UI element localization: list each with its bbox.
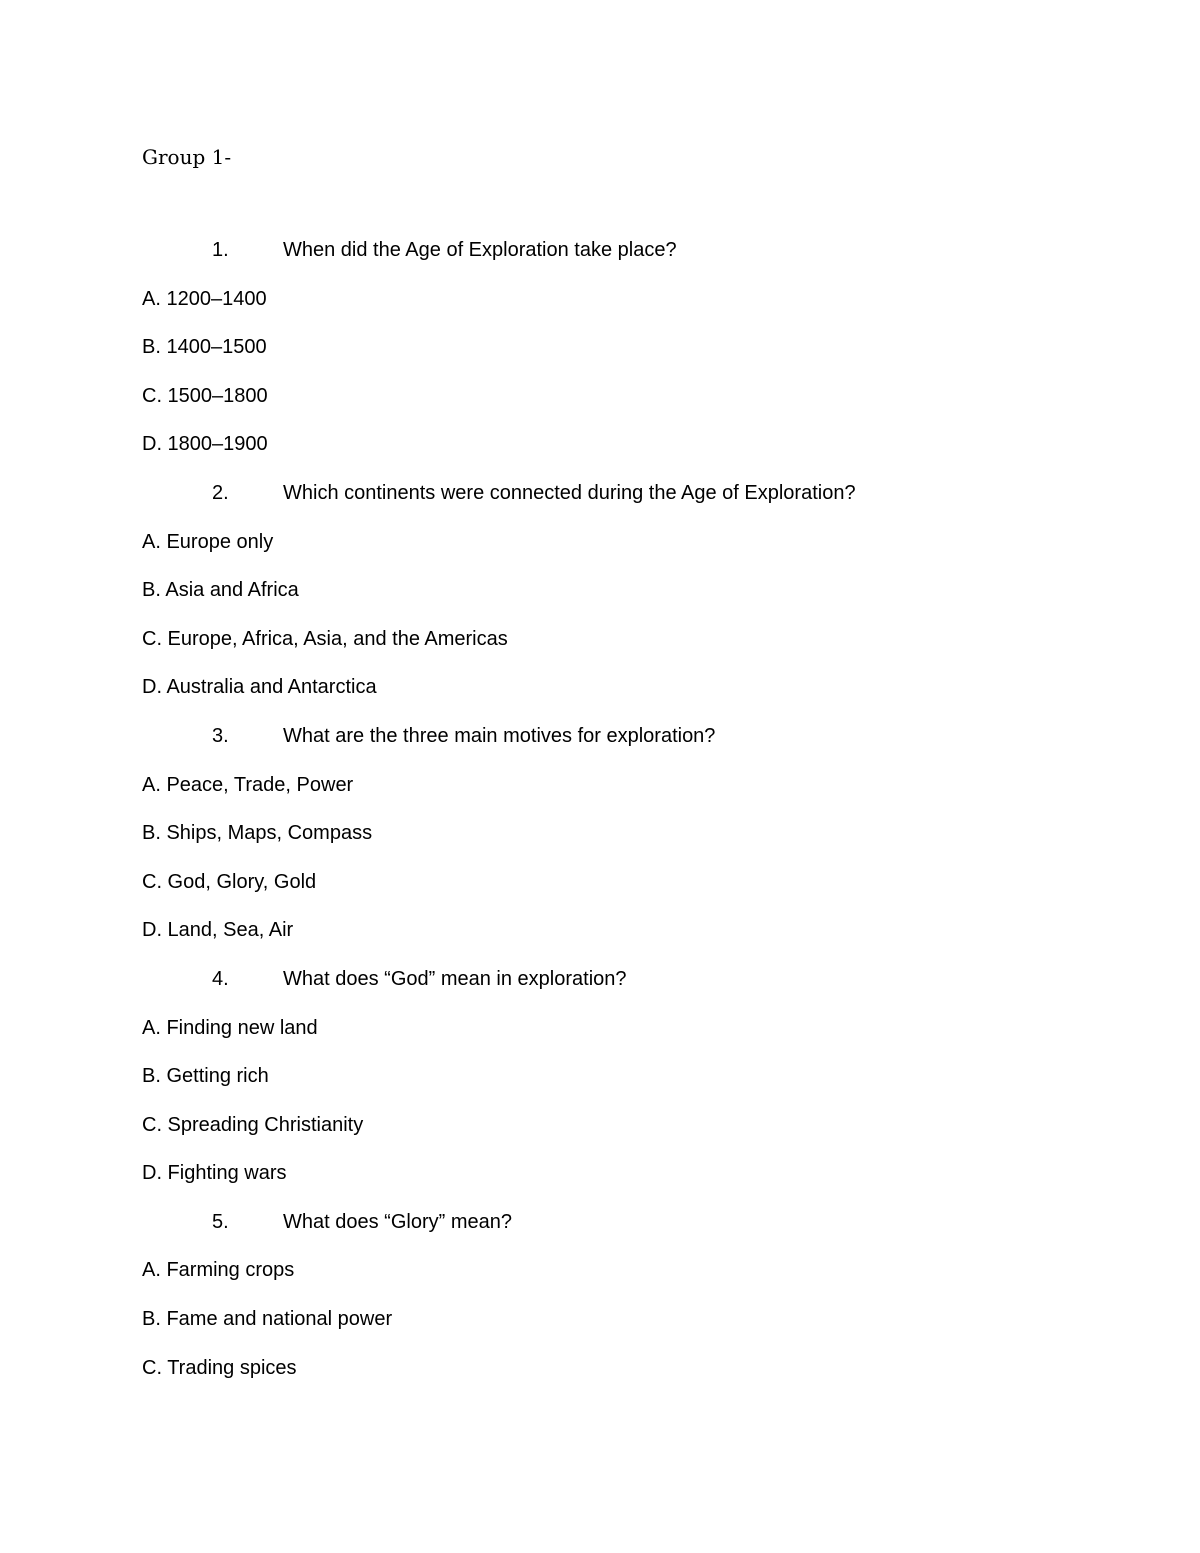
question-text: What does “Glory” mean? <box>283 1210 512 1233</box>
answer-option: B. Fame and national power <box>142 1308 393 1331</box>
question-text: What does “God” mean in exploration? <box>283 967 627 990</box>
answer-option: A. Europe only <box>142 530 274 553</box>
answer-option: B. Getting rich <box>142 1065 269 1088</box>
answer-option: D. Fighting wars <box>142 1162 287 1185</box>
answer-option: A. Peace, Trade, Power <box>142 773 354 796</box>
question-2 <box>0 477 1200 526</box>
answer-option: A. 1200–1400 <box>142 287 267 310</box>
answer-option: D. Australia and Antarctica <box>142 676 377 699</box>
answer-option: C. 1500–1800 <box>142 384 268 407</box>
page-heading: Group 1- <box>142 145 232 169</box>
answer-option: B. 1400–1500 <box>142 336 267 359</box>
answer-option: D. Land, Sea, Air <box>142 919 294 942</box>
question-4 <box>0 963 1200 1012</box>
question-number: 5. <box>212 1210 229 1233</box>
question-number: 1. <box>212 239 229 261</box>
question-number: 3. <box>212 724 229 747</box>
answer-option: B. Ships, Maps, Compass <box>142 822 373 845</box>
question-text: What are the three main motives for exploration? <box>283 724 716 747</box>
answer-option: C. God, Glory, Gold <box>142 870 317 893</box>
answer-option: A. Finding new land <box>142 1016 318 1039</box>
answer-option: A. Farming crops <box>142 1259 295 1282</box>
question-5 <box>0 1206 1200 1255</box>
answer-option: B. Asia and Africa <box>142 579 299 602</box>
quiz-list <box>0 234 1200 1400</box>
question-3 <box>0 720 1200 769</box>
answer-option: D. 1800–1900 <box>142 433 268 456</box>
question-text: When did the Age of Exploration take place? <box>283 239 677 261</box>
question-1 <box>0 234 1200 283</box>
answer-option: C. Europe, Africa, Asia, and the Americas <box>142 627 508 650</box>
question-number: 2. <box>212 481 229 504</box>
question-number: 4. <box>212 967 229 990</box>
answer-option: C. Trading spices <box>142 1356 297 1379</box>
answer-option: C. Spreading Christianity <box>142 1113 364 1136</box>
question-text: Which continents were connected during the Age of Exploration? <box>283 481 856 504</box>
